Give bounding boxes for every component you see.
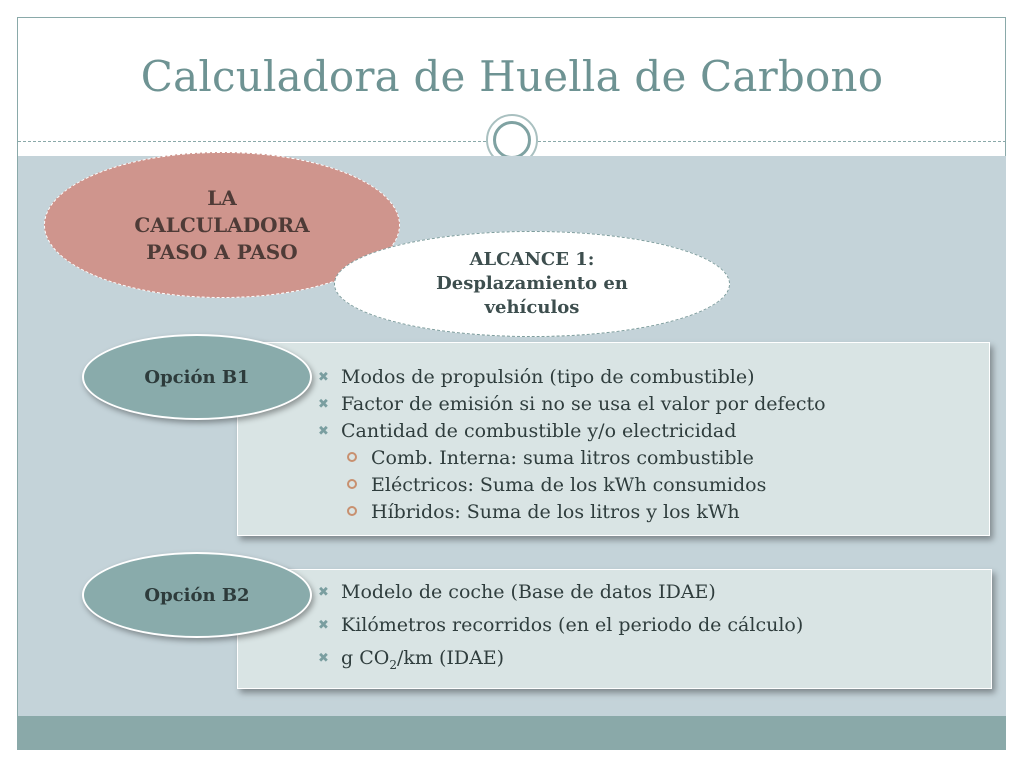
ring-bullet-icon (347, 506, 357, 516)
list-item: ✖ g $CO_2/km$ (IDAE) (318, 642, 803, 675)
slide-title: Calculadora de Huella de Carbono (140, 52, 884, 101)
x-bullet-icon: ✖ (318, 585, 329, 600)
ring-bullet-icon (347, 479, 357, 489)
footer-band (18, 716, 1006, 750)
list-item: ✖ Kilómetros recorridos (en el periodo de cálculo) (318, 609, 803, 642)
option-b2-label-text: Opción B2 (144, 584, 250, 606)
option-b1-label (82, 334, 312, 420)
alcance-label (334, 231, 730, 337)
option-b2-label (82, 552, 312, 638)
list-item: ✖ Modos de propulsión (tipo de combustible) (318, 364, 826, 391)
list-item: ✖ Modelo de coche (Base de datos IDAE) (318, 576, 803, 609)
x-bullet-icon: ✖ (318, 424, 329, 439)
x-bullet-icon: ✖ (318, 370, 329, 385)
list-item: ✖ Cantidad de combustible y/o electricidad (318, 418, 826, 445)
option-b1-label-text: Opción B1 (144, 366, 250, 388)
sub-list-item: Híbridos: Suma de los litros y los kWh (318, 499, 826, 526)
option-b1-list (318, 364, 826, 526)
x-bullet-icon: ✖ (318, 397, 329, 412)
alcance-label-text: ALCANCE 1: Desplazamiento en vehículos (436, 249, 628, 318)
ring-bullet-icon (347, 452, 357, 462)
list-item: ✖ Factor de emisión si no se usa el valor por defecto (318, 391, 826, 418)
calculadora-label-text: LA CALCULADORA PASO A PASO (134, 185, 310, 264)
sub-list-item: Eléctricos: Suma de los kWh consumidos (318, 472, 826, 499)
ornament-inner-ring (493, 121, 531, 159)
x-bullet-icon: ✖ (318, 618, 329, 633)
option-b2-list (318, 576, 803, 675)
x-bullet-icon: ✖ (318, 651, 329, 666)
sub-list-item: Comb. Interna: suma litros combustible (318, 445, 826, 472)
